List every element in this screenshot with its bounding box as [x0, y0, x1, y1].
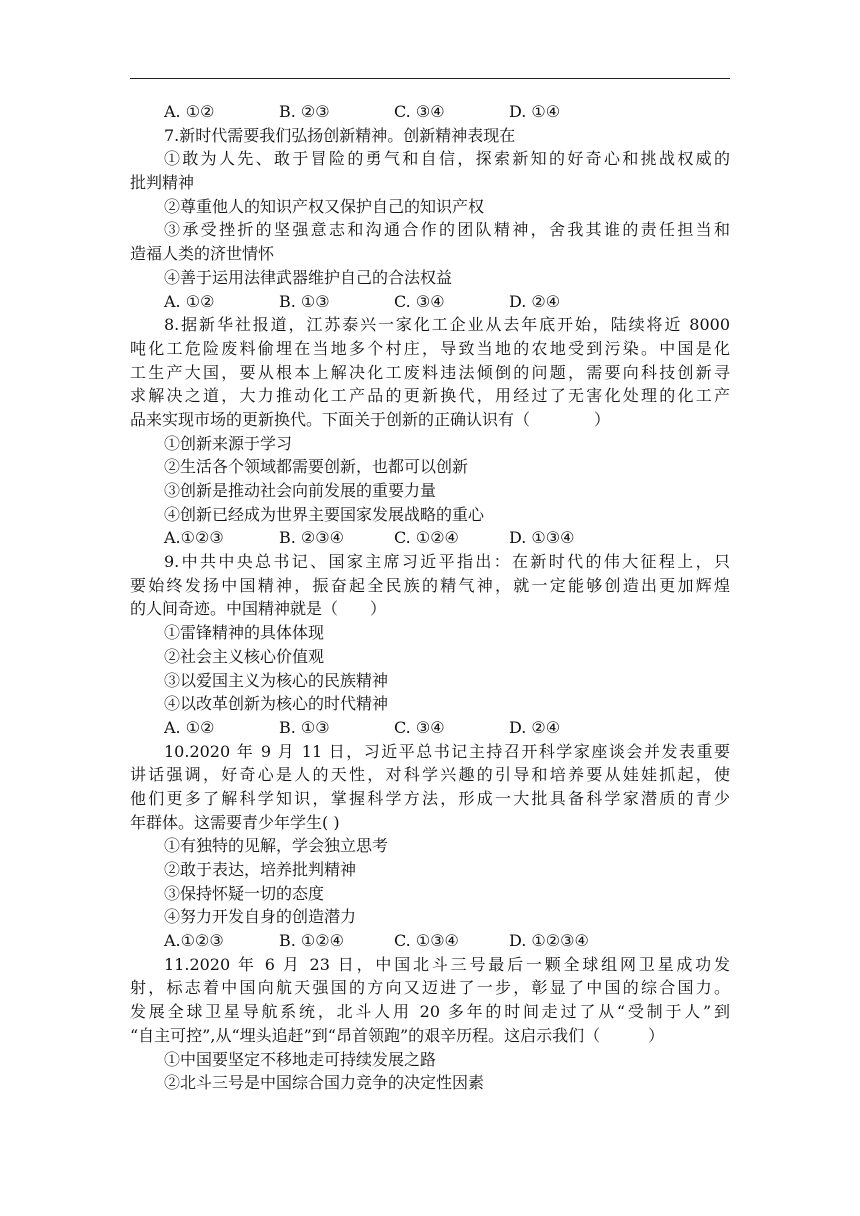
option-b: B. ①③ — [279, 291, 330, 311]
option-c: C. ③④ — [394, 717, 445, 737]
option-d: D. ①④ — [509, 102, 561, 121]
paragraph-line: 8.据新华社报道，江苏泰兴一家化工企业从去年底开始，陆续将近 8000 — [164, 315, 730, 335]
option-a: A.①②③ — [164, 528, 224, 548]
paragraph-continuation: 批判精神 — [130, 173, 195, 193]
paragraph-line: ③以爱国主义为核心的民族精神 — [164, 670, 389, 690]
paragraph-line: ③创新是推动社会向前发展的重要力量 — [164, 481, 437, 500]
paragraph-line: 10.2020 年 9 月 11 日，习近平总书记主持召开科学家座谈会并发表重要 — [164, 741, 730, 761]
option-a: A. ①② — [164, 717, 215, 737]
paragraph-line: ①有独特的见解，学会独立思考 — [164, 836, 389, 856]
option-c: C. ①②④ — [394, 528, 459, 548]
paragraph-continuation: 要始终发扬中国精神，振奋起全民族的精气神，就一定能够创造出更加辉煌 — [130, 575, 730, 595]
answer-options — [130, 929, 730, 953]
paragraph-line: ①创新来源于学习 — [164, 433, 293, 453]
option-c: C. ③④ — [394, 102, 445, 121]
paragraph-line: ④创新已经成为世界主要国家发展战略的重心 — [164, 504, 485, 524]
option-b: B. ①②④ — [279, 931, 344, 951]
answer-options — [130, 290, 730, 314]
paragraph-continuation: 发展全球卫星导航系统，北斗人用 20 多年的时间走过了从“受制于人”到 — [130, 1002, 730, 1022]
paragraph-line: ③保持怀疑一切的态度 — [164, 883, 325, 903]
paragraph-line: 9.中共中央总书记、国家主席习近平指出：在新时代的伟大征程上，只 — [164, 552, 730, 572]
header-rule — [130, 78, 730, 79]
paragraph-continuation: 他们更多了解科学知识，掌握科学方法，形成一大批具备科学家潜质的青少 — [130, 788, 730, 808]
paragraph-continuation: 品来实现市场的更新换代。下面关于创新的正确认识有（ ） — [130, 409, 611, 429]
answer-options — [130, 716, 730, 740]
paragraph-continuation: 求解决之道，大力推动化工产品的更新换代，用经过了无害化处理的化工产 — [130, 386, 730, 406]
paragraph-continuation: 讲话强调，好奇心是人的天性，对科学兴趣的引导和培养要从娃娃抓起，使 — [130, 765, 730, 785]
paragraph-line: ④以改革创新为核心的时代精神 — [164, 694, 389, 714]
option-d: D. ①③④ — [509, 528, 575, 548]
option-c: C. ③④ — [394, 291, 445, 311]
option-d: D. ①②③④ — [509, 931, 589, 951]
paragraph-continuation: 的人间奇迹。中国精神就是（ ） — [130, 599, 387, 619]
paragraph-line: ①敢为人先、敢于冒险的勇气和自信，探索新知的好奇心和挑战权威的 — [164, 149, 730, 169]
paragraph-continuation: “自主可控”,从“埋头追赶”到“昂首领跑”的艰辛历程。这启示我们（ ） — [130, 1025, 665, 1045]
option-a: A. ①② — [164, 291, 215, 311]
paragraph-line: ④努力开发自身的创造潜力 — [164, 907, 357, 927]
option-b: B. ①③ — [279, 717, 330, 737]
paragraph-line: 7.新时代需要我们弘扬创新精神。创新精神表现在 — [164, 125, 516, 145]
paragraph-line: ③承受挫折的坚强意志和沟通合作的团队精神，舍我其谁的责任担当和 — [164, 220, 730, 240]
answer-options — [130, 526, 730, 550]
option-a: A. ①② — [164, 102, 215, 121]
paragraph-continuation: 年群体。这需要青少年学生( ) — [130, 812, 340, 832]
option-c: C. ①③④ — [394, 931, 459, 951]
paragraph-line: ②生活各个领域都需要创新，也都可以创新 — [164, 457, 469, 477]
option-b: B. ②③④ — [279, 528, 344, 548]
answer-options — [130, 100, 730, 124]
paragraph-line: ②社会主义核心价值观 — [164, 646, 325, 666]
paragraph-line: ②尊重他人的知识产权又保护自己的知识产权 — [164, 196, 485, 216]
option-a: A.①②③ — [164, 931, 224, 951]
option-d: D. ②④ — [509, 717, 561, 737]
paragraph-continuation: 造福人类的济世情怀 — [130, 244, 275, 264]
paragraph-line: ②北斗三号是中国综合国力竞争的决定性因素 — [164, 1073, 485, 1093]
paragraph-continuation: 吨化工危险废料偷埋在当地多个村庄，导致当地的农地受到污染。中国是化 — [130, 338, 730, 358]
paragraph-line: 11.2020 年 6 月 23 日，中国北斗三号最后一颗全球组网卫星成功发 — [164, 954, 730, 974]
paragraph-line: ②敢于表达，培养批判精神 — [164, 860, 357, 879]
paragraph-line: ①中国要坚定不移地走可持续发展之路 — [164, 1049, 437, 1069]
paragraph-line: ①雷锋精神的具体体现 — [164, 623, 325, 643]
option-d: D. ②④ — [509, 291, 561, 311]
paragraph-line: ④善于运用法律武器维护自己的合法权益 — [164, 267, 453, 287]
paragraph-continuation: 工生产大国，要从根本上解决化工废料违法倾倒的问题，需要向科技创新寻 — [130, 362, 730, 382]
paragraph-continuation: 射，标志着中国向航天强国的方向又迈进了一步，彰显了中国的综合国力。 — [130, 978, 730, 998]
document-body — [130, 100, 730, 1095]
option-b: B. ②③ — [279, 102, 330, 121]
